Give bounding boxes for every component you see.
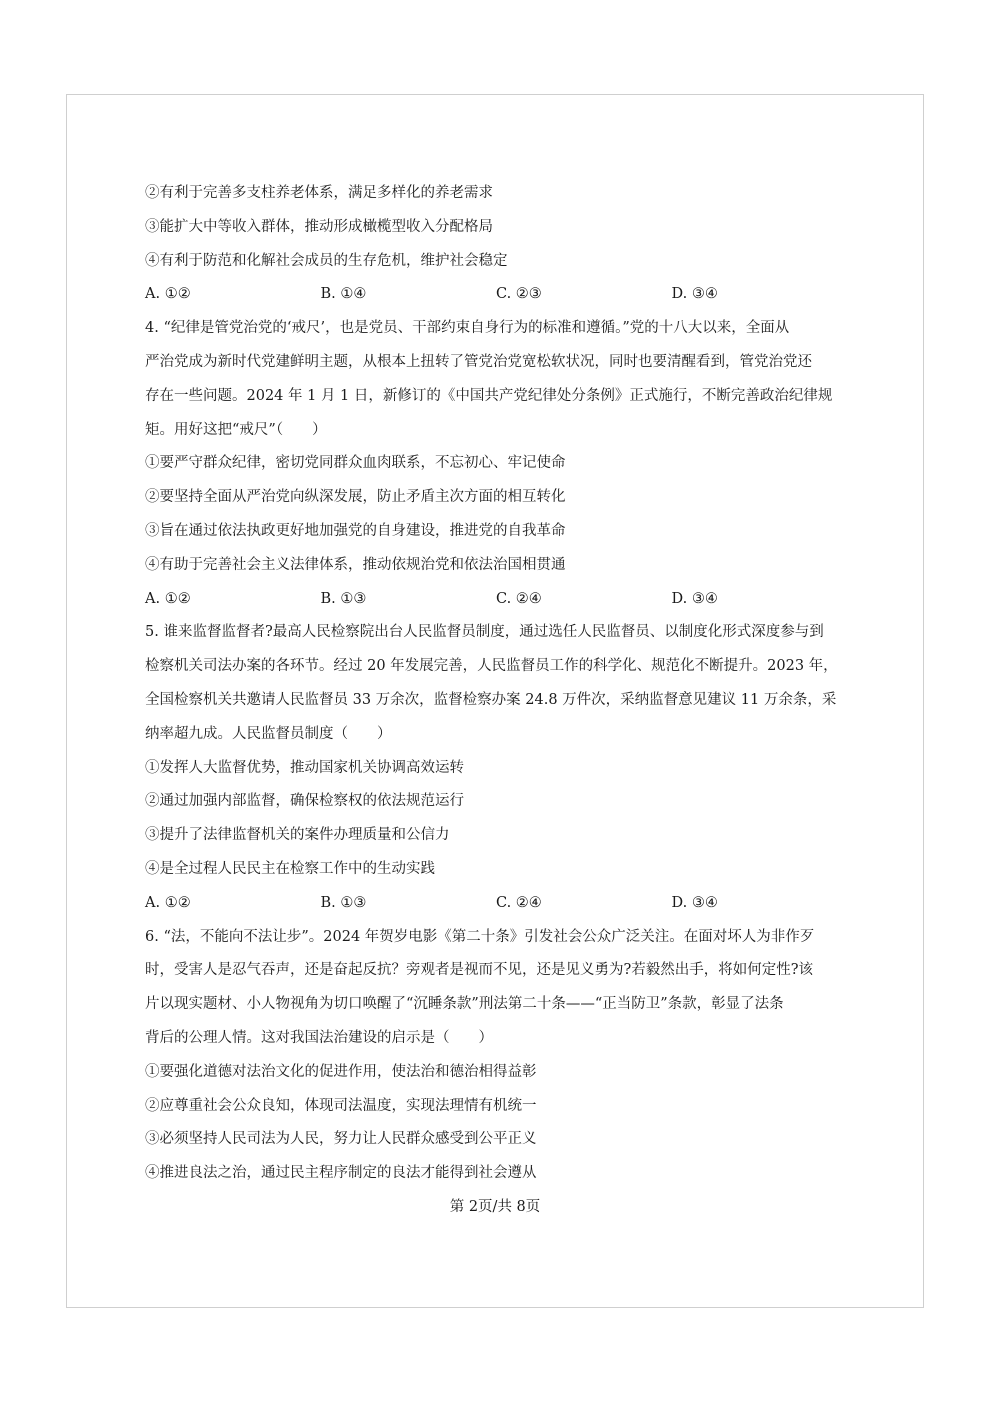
exam-page — [66, 94, 924, 1308]
q3-item-3: ③能扩大中等收入群体，推动形成橄榄型收入分配格局 — [145, 218, 493, 235]
q4-option-c: C. ②④ — [496, 590, 542, 607]
q5-item-4: ④是全过程人民民主在检察工作中的生动实践 — [145, 860, 435, 877]
q3-option-a: A. ①② — [145, 286, 191, 303]
q4-item-4: ④有助于完善社会主义法律体系，推动依规治党和依法治国相贯通 — [145, 556, 566, 573]
q5-option-a: A. ①② — [145, 894, 191, 911]
page-number: 第 2页/共 8页 — [449, 1199, 541, 1215]
q5-stem-line-3: 全国检察机关共邀请人民监督员 33 万余次，监督检察办案 24.8 万件次，采纳监督意见建议 11 万余条，采 — [145, 691, 837, 708]
q6-stem-line-1: 6. “法，不能向不法让步”。2024 年贺岁电影《第二十条》引发社会公众广泛关注。在面对坏人为非作歹 — [145, 928, 815, 945]
q5-item-2: ②通过加强内部监督，确保检察权的依法规范运行 — [145, 793, 464, 810]
q5-stem-line-4: 纳率超九成。人民监督员制度（ ） — [145, 725, 392, 742]
q4-stem-line-2: 严治党成为新时代党建鲜明主题，从根本上扭转了管党治党宽松软状况，同时也要清醒看到，管党治党还 — [145, 353, 812, 370]
q4-item-1: ①要严守群众纪律，密切党同群众血肉联系，不忘初心、牢记使命 — [145, 455, 566, 472]
q4-option-a: A. ①② — [145, 590, 191, 607]
q3-item-2: ②有利于完善多支柱养老体系，满足多样化的养老需求 — [145, 185, 493, 201]
q5-stem-line-2: 检察机关司法办案的各环节。经过 20 年发展完善，人民监督员工作的科学化、规范化不断提升。2023 年， — [145, 658, 838, 675]
q6-item-1: ①要强化道德对法治文化的促进作用，使法治和德治相得益彰 — [145, 1063, 537, 1080]
q3-item-4: ④有利于防范和化解社会成员的生存危机，维护社会稳定 — [145, 252, 508, 269]
q3-option-d: D. ③④ — [671, 286, 718, 303]
q6-item-3: ③必须坚持人民司法为人民，努力让人民群众感受到公平正义 — [145, 1131, 537, 1148]
q5-option-b: B. ①③ — [320, 894, 367, 911]
q6-stem-line-3: 片以现实题材、小人物视角为切口唤醒了“沉睡条款”刑法第二十条——“正当防卫”条款，彰显了法条 — [145, 996, 784, 1013]
q6-stem-line-4: 背后的公理人情。这对我国法治建设的启示是（ ） — [145, 1029, 493, 1046]
q3-options — [145, 278, 855, 312]
q4-stem-line-1: 4. “纪律是管党治党的‘戒尺’，也是党员、干部约束自身行为的标准和遵循。”党的十八大以来，全面从 — [145, 320, 790, 337]
q5-item-3: ③提升了法律监督机关的案件办理质量和公信力 — [145, 827, 450, 844]
q5-option-d: D. ③④ — [671, 894, 718, 911]
q5-options — [145, 887, 855, 921]
q4-item-3: ③旨在通过依法执政更好地加强党的自身建设，推进党的自我革命 — [145, 522, 566, 539]
q4-option-b: B. ①③ — [320, 590, 367, 607]
q5-item-1: ①发挥人大监督优势，推动国家机关协调高效运转 — [145, 759, 464, 776]
q6-item-2: ②应尊重社会公众良知，体现司法温度，实现法理情有机统一 — [145, 1097, 537, 1114]
q5-option-c: C. ②④ — [496, 894, 542, 911]
q4-option-d: D. ③④ — [671, 590, 718, 607]
q4-options — [145, 583, 855, 617]
q6-item-4: ④推进良法之治，通过民主程序制定的良法才能得到社会遵从 — [145, 1165, 537, 1182]
q4-stem-line-3: 存在一些问题。2024 年 1 月 1 日，新修订的《中国共产党纪律处分条例》正式施行，不断完善政治纪律规 — [145, 387, 833, 404]
q4-item-2: ②要坚持全面从严治党向纵深发展，防止矛盾主次方面的相互转化 — [145, 489, 566, 506]
q4-stem-line-4: 矩。用好这把“戒尺”（ ） — [145, 421, 327, 438]
page-content — [145, 177, 855, 1191]
q3-option-c: C. ②③ — [496, 286, 542, 303]
q3-option-b: B. ①④ — [320, 286, 367, 303]
q6-stem-line-2: 时，受害人是忍气吞声，还是奋起反抗？旁观者是视而不见，还是见义勇为?若毅然出手，将如何定性?该 — [145, 962, 814, 979]
q5-stem-line-1: 5. 谁来监督监督者?最高人民检察院出台人民监督员制度，通过选任人民监督员、以制度化形式深度参与到 — [145, 624, 824, 641]
